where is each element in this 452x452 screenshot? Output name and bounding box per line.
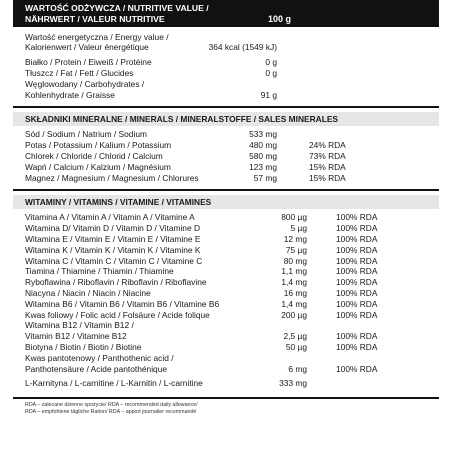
row-label: Białko / Protein / Eiweiß / Protéine: [25, 57, 152, 68]
row-amount: 0 g: [265, 67, 277, 78]
row-label: Vitamina A / Vitamin A / Vitamin A / Vitamine A: [25, 212, 195, 223]
row-rda: 73% RDA: [309, 150, 346, 161]
row-label: Witamina E / Vitamin E / Vitamin E / Vitamine E: [25, 233, 201, 244]
header-line-2: NÄHRWERT / VALEUR NUTRITIVE: [25, 13, 165, 24]
row-label: Niacyna / Niacin / Niacin / Niacine: [25, 287, 151, 298]
row-amount: 480 mg: [249, 140, 277, 151]
row-rda: 100% RDA: [336, 255, 378, 266]
row-label: Panthotensäure / Acide pantothénique: [25, 363, 168, 374]
vitamin-row: [25, 353, 427, 364]
header-line-1: WARTOŚĆ ODŻYWCZA / NUTRITIVE VALUE /: [25, 3, 209, 13]
row-label: Tiamina / Thiamine / Thiamin / Thiamine: [25, 266, 174, 277]
row-amount: 16 mg: [283, 287, 307, 298]
row-label: Witamina B6 / Vitamin B6 / Vitamin B6 / Vitamine B6: [25, 298, 220, 309]
row-rda: 100% RDA: [336, 277, 378, 288]
row-amount: 5 µg: [290, 223, 307, 234]
vitamin-row: [25, 223, 427, 234]
row-label: Kwas pantotenowy / Panthothenic acid /: [25, 352, 174, 363]
vitamin-row: [25, 310, 427, 321]
minerals-section: [13, 129, 439, 183]
nutrition-header: [13, 0, 439, 27]
row-amount: 533 mg: [249, 129, 277, 140]
row-rda: 100% RDA: [336, 309, 378, 320]
row-label: L-Karnityna / L-carnitine / L-Karnitin / L-carnitine: [25, 378, 203, 389]
mineral-row: [25, 140, 427, 151]
row-amount: 2,5 µg: [283, 331, 307, 342]
row-amount: 0 g: [265, 57, 277, 68]
nutrition-row: [25, 42, 427, 53]
footer-line-1: RDA – zalecane dzienne spożycie/ RDA – recommended daily allowance/: [25, 402, 198, 409]
row-amount: 1,4 mg: [281, 298, 307, 309]
row-amount: 1,4 mg: [281, 277, 307, 288]
vitamin-row: [25, 342, 427, 353]
row-amount: 12 mg: [283, 233, 307, 244]
row-label: Witamina B12 / Vitamin B12 /: [25, 320, 134, 331]
row-label: Tłuszcz / Fat / Fett / Glucides: [25, 67, 134, 78]
row-rda: 100% RDA: [336, 233, 378, 244]
row-label: Wapń / Calcium / Kalzium / Magnésium: [25, 161, 171, 172]
vitamin-row: [25, 331, 427, 342]
mineral-row: [25, 129, 427, 140]
row-amount: 50 µg: [285, 341, 307, 352]
carnitine-row: [25, 378, 427, 389]
mineral-row: [25, 173, 427, 184]
vitamin-row: [25, 364, 427, 375]
row-label: Witamina C / Vitamin C / Vitamin C / Vitamine C: [25, 255, 203, 266]
row-amount: 6 mg: [288, 363, 307, 374]
section-divider: [13, 189, 439, 191]
row-rda: 15% RDA: [309, 161, 346, 172]
row-rda: 100% RDA: [336, 223, 378, 234]
section-divider: [13, 397, 439, 399]
vitamin-row: [25, 277, 427, 288]
mineral-row: [25, 151, 427, 162]
row-amount: 1,1 mg: [281, 266, 307, 277]
nutrition-row: [25, 32, 427, 43]
row-rda: 15% RDA: [309, 172, 346, 183]
row-amount: 80 mg: [283, 255, 307, 266]
row-rda: 100% RDA: [336, 212, 378, 223]
header-amount: 100 g: [267, 13, 291, 24]
row-label: Sód / Sodium / Natrium / Sodium: [25, 129, 147, 140]
vitamin-row: [25, 234, 427, 245]
row-label: Biotyna / Biotin / Biotin / Biotine: [25, 341, 142, 352]
row-rda: 100% RDA: [336, 363, 378, 374]
row-rda: 100% RDA: [336, 244, 378, 255]
row-amount: 800 µg: [281, 212, 307, 223]
row-rda: 100% RDA: [336, 298, 378, 309]
vitamin-row: [25, 288, 427, 299]
vitamin-row: [25, 320, 427, 331]
vitamin-row: [25, 245, 427, 256]
row-amount: 75 µg: [285, 244, 307, 255]
row-amount: 200 µg: [281, 309, 307, 320]
row-label: Witamina K / Vitamin K / Vitamin K / Vitamine K: [25, 244, 201, 255]
row-label: Wartość energetyczna / Energy value /: [25, 31, 169, 42]
row-label: Kwas foliowy / Folic acid / Folsäure / Acide folique: [25, 309, 210, 320]
vitamin-row: [25, 266, 427, 277]
nutrition-section: [13, 32, 439, 101]
row-label: Magnez / Magnesium / Magnesium / Chlorures: [25, 172, 199, 183]
row-rda: 100% RDA: [336, 266, 378, 277]
row-label: Potas / Potassium / Kalium / Potassium: [25, 140, 172, 151]
row-rda: 24% RDA: [309, 140, 346, 151]
nutrition-row: [25, 90, 427, 101]
row-rda: 100% RDA: [336, 331, 378, 342]
row-label: Chlorek / Chloride / Chlorid / Calcium: [25, 150, 163, 161]
vitamin-row: [25, 299, 427, 310]
minerals-title: SKŁADNIKI MINERALNE / MINERALS / MINERALSTOFFE / SALES MINERALES: [13, 112, 439, 126]
row-amount: 91 g: [260, 89, 277, 100]
row-amount: 364 kcal (1549 kJ): [208, 42, 277, 53]
row-amount: 333 mg: [279, 378, 307, 389]
vitamin-row: [25, 256, 427, 267]
row-label: Ryboflawina / Riboflavin / Riboflavin / Riboflavine: [25, 277, 207, 288]
row-label: Kalorienwert / Valeur énergétique: [25, 42, 149, 53]
row-rda: 100% RDA: [336, 287, 378, 298]
row-amount: 123 mg: [249, 161, 277, 172]
nutrition-label: [13, 0, 439, 452]
row-label: Witamina D/ Vitamin D / Vitamin D / Vitamine D: [25, 223, 200, 234]
row-amount: 57 mg: [253, 172, 277, 183]
footer-note: [13, 402, 439, 416]
row-label: Kohlenhydrate / Graisse: [25, 89, 115, 100]
row-label: Vitamin B12 / Vitamine B12: [25, 331, 127, 342]
vitamin-row: [25, 212, 427, 223]
nutrition-row: [25, 79, 427, 90]
nutrition-row: [25, 68, 427, 79]
row-amount: 580 mg: [249, 150, 277, 161]
vitamins-section: [13, 212, 439, 389]
nutrition-row: [25, 57, 427, 68]
section-divider: [13, 106, 439, 108]
row-rda: 100% RDA: [336, 341, 378, 352]
footer-line-2: RDA – empfohlene tägliche Ration/ RDA – apport journalier recommandé: [25, 409, 197, 416]
mineral-row: [25, 162, 427, 173]
vitamins-title: WITAMINY / VITAMINS / VITAMINE / VITAMINES: [13, 195, 439, 209]
row-label: Węglowodany / Carbohydrates /: [25, 78, 145, 89]
